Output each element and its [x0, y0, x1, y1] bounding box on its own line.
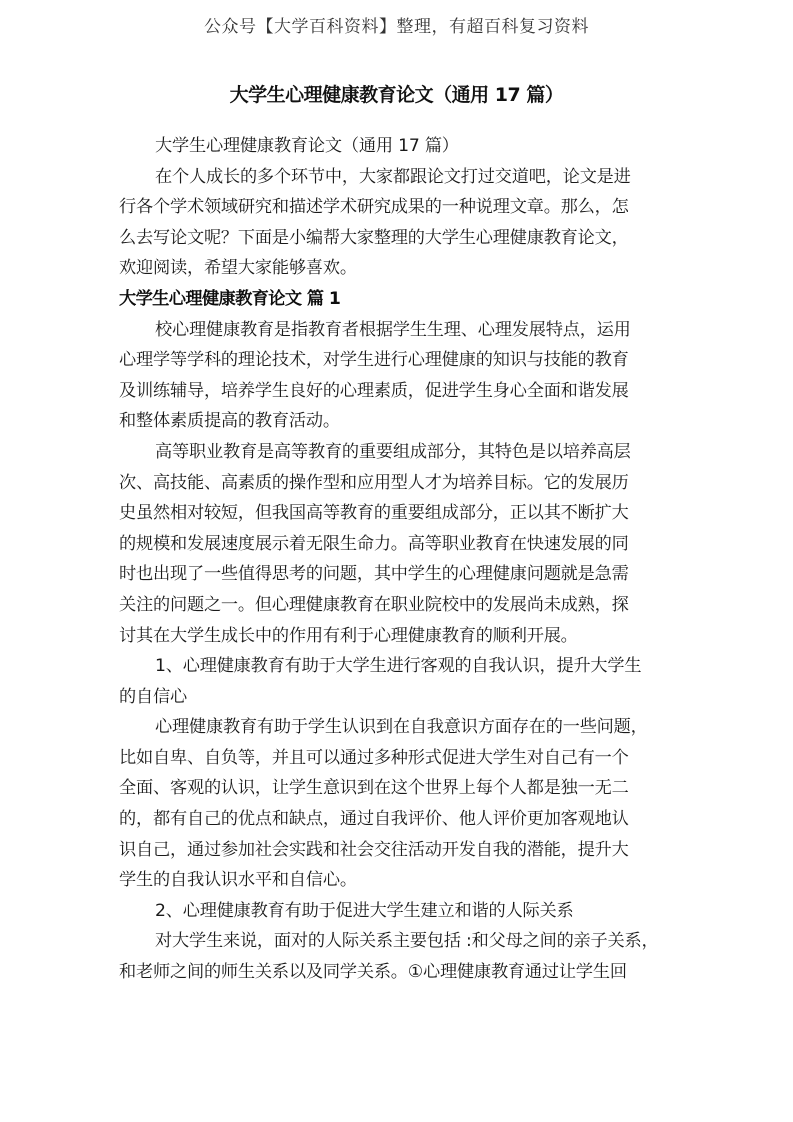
paragraph-line: 学生的自我认识水平和自信心。: [119, 870, 357, 891]
numbered-point-line: 2、心理健康教育有助于促进大学生建立和谐的人际关系: [155, 900, 574, 921]
document-title: 大学生心理健康教育论文（通用 17 篇）: [229, 84, 564, 106]
paragraph-line: 关注的问题之一。但心理健康教育在职业院校中的发展尚未成熟，探: [119, 594, 629, 615]
paragraph-line: 全面、客观的认识，让学生意识到在这个世界上每个人都是独一无二: [119, 778, 629, 799]
numbered-point-line: 的自信心: [119, 686, 187, 707]
intro-paragraph-line: 欢迎阅读，希望大家能够喜欢。: [119, 258, 357, 279]
subtitle-line: 大学生心理健康教育论文（通用 17 篇）: [155, 136, 459, 156]
paragraph-line: 比如自卑、自负等，并且可以通过多种形式促进大学生对自己有一个: [119, 747, 629, 768]
paragraph-line: 和老师之间的师生关系以及同学关系。①心理健康教育通过让学生回: [119, 962, 627, 983]
numbered-point-line: 1、心理健康教育有助于大学生进行客观的自我认识，提升大学生: [155, 656, 642, 677]
paragraph-line: 史虽然相对较短，但我国高等教育的重要组成部分，正以其不断扩大: [119, 503, 629, 524]
paragraph-line: 高等职业教育是高等教育的重要组成部分，其特色是以培养高层: [155, 441, 631, 462]
paragraph-line: 对大学生来说，面对的人际关系主要包括 :和父母之间的亲子关系，: [155, 931, 659, 952]
paragraph-line: 心理学等学科的理论技术，对学生进行心理健康的知识与技能的教育: [119, 350, 629, 371]
paragraph-line: 的，都有自己的优点和缺点，通过自我评价、他人评价更加客观地认: [119, 809, 629, 830]
document-body: [119, 131, 679, 988]
paragraph-line: 讨其在大学生成长中的作用有利于心理健康教育的顺利开展。: [119, 625, 578, 646]
paragraph-line: 识自己，通过参加社会实践和社会交往活动开发自我的潜能，提升大: [119, 839, 629, 860]
paragraph-line: 和整体素质提高的教育活动。: [119, 411, 340, 432]
paragraph-line: 时也出现了一些值得思考的问题，其中学生的心理健康问题就是急需: [119, 564, 629, 585]
intro-paragraph-line: 么去写论文呢？下面是小编帮大家整理的大学生心理健康教育论文，: [119, 227, 629, 248]
paragraph-line: 心理健康教育有助于学生认识到在自我意识方面存在的一些问题，: [155, 717, 648, 738]
paragraph-line: 及训练辅导，培养学生良好的心理素质，促进学生身心全面和谐发展: [119, 380, 629, 401]
paragraph-line: 校心理健康教育是指教育者根据学生生理、心理发展特点，运用: [155, 319, 631, 340]
intro-paragraph-line: 行各个学术领域研究和描述学术研究成果的一种说理文章。那么，怎: [119, 197, 629, 218]
source-header-note: 公众号【大学百科资料】整理，有超百科复习资料: [204, 17, 589, 37]
paragraph-line: 的规模和发展速度展示着无限生命力。高等职业教育在快速发展的同: [119, 533, 629, 554]
intro-paragraph-line: 在个人成长的多个环节中，大家都跟论文打过交道吧，论文是进: [155, 166, 631, 187]
paragraph-line: 次、高技能、高素质的操作型和应用型人才为培养目标。它的发展历: [119, 472, 629, 493]
section-heading: 大学生心理健康教育论文 篇 1: [119, 288, 341, 309]
